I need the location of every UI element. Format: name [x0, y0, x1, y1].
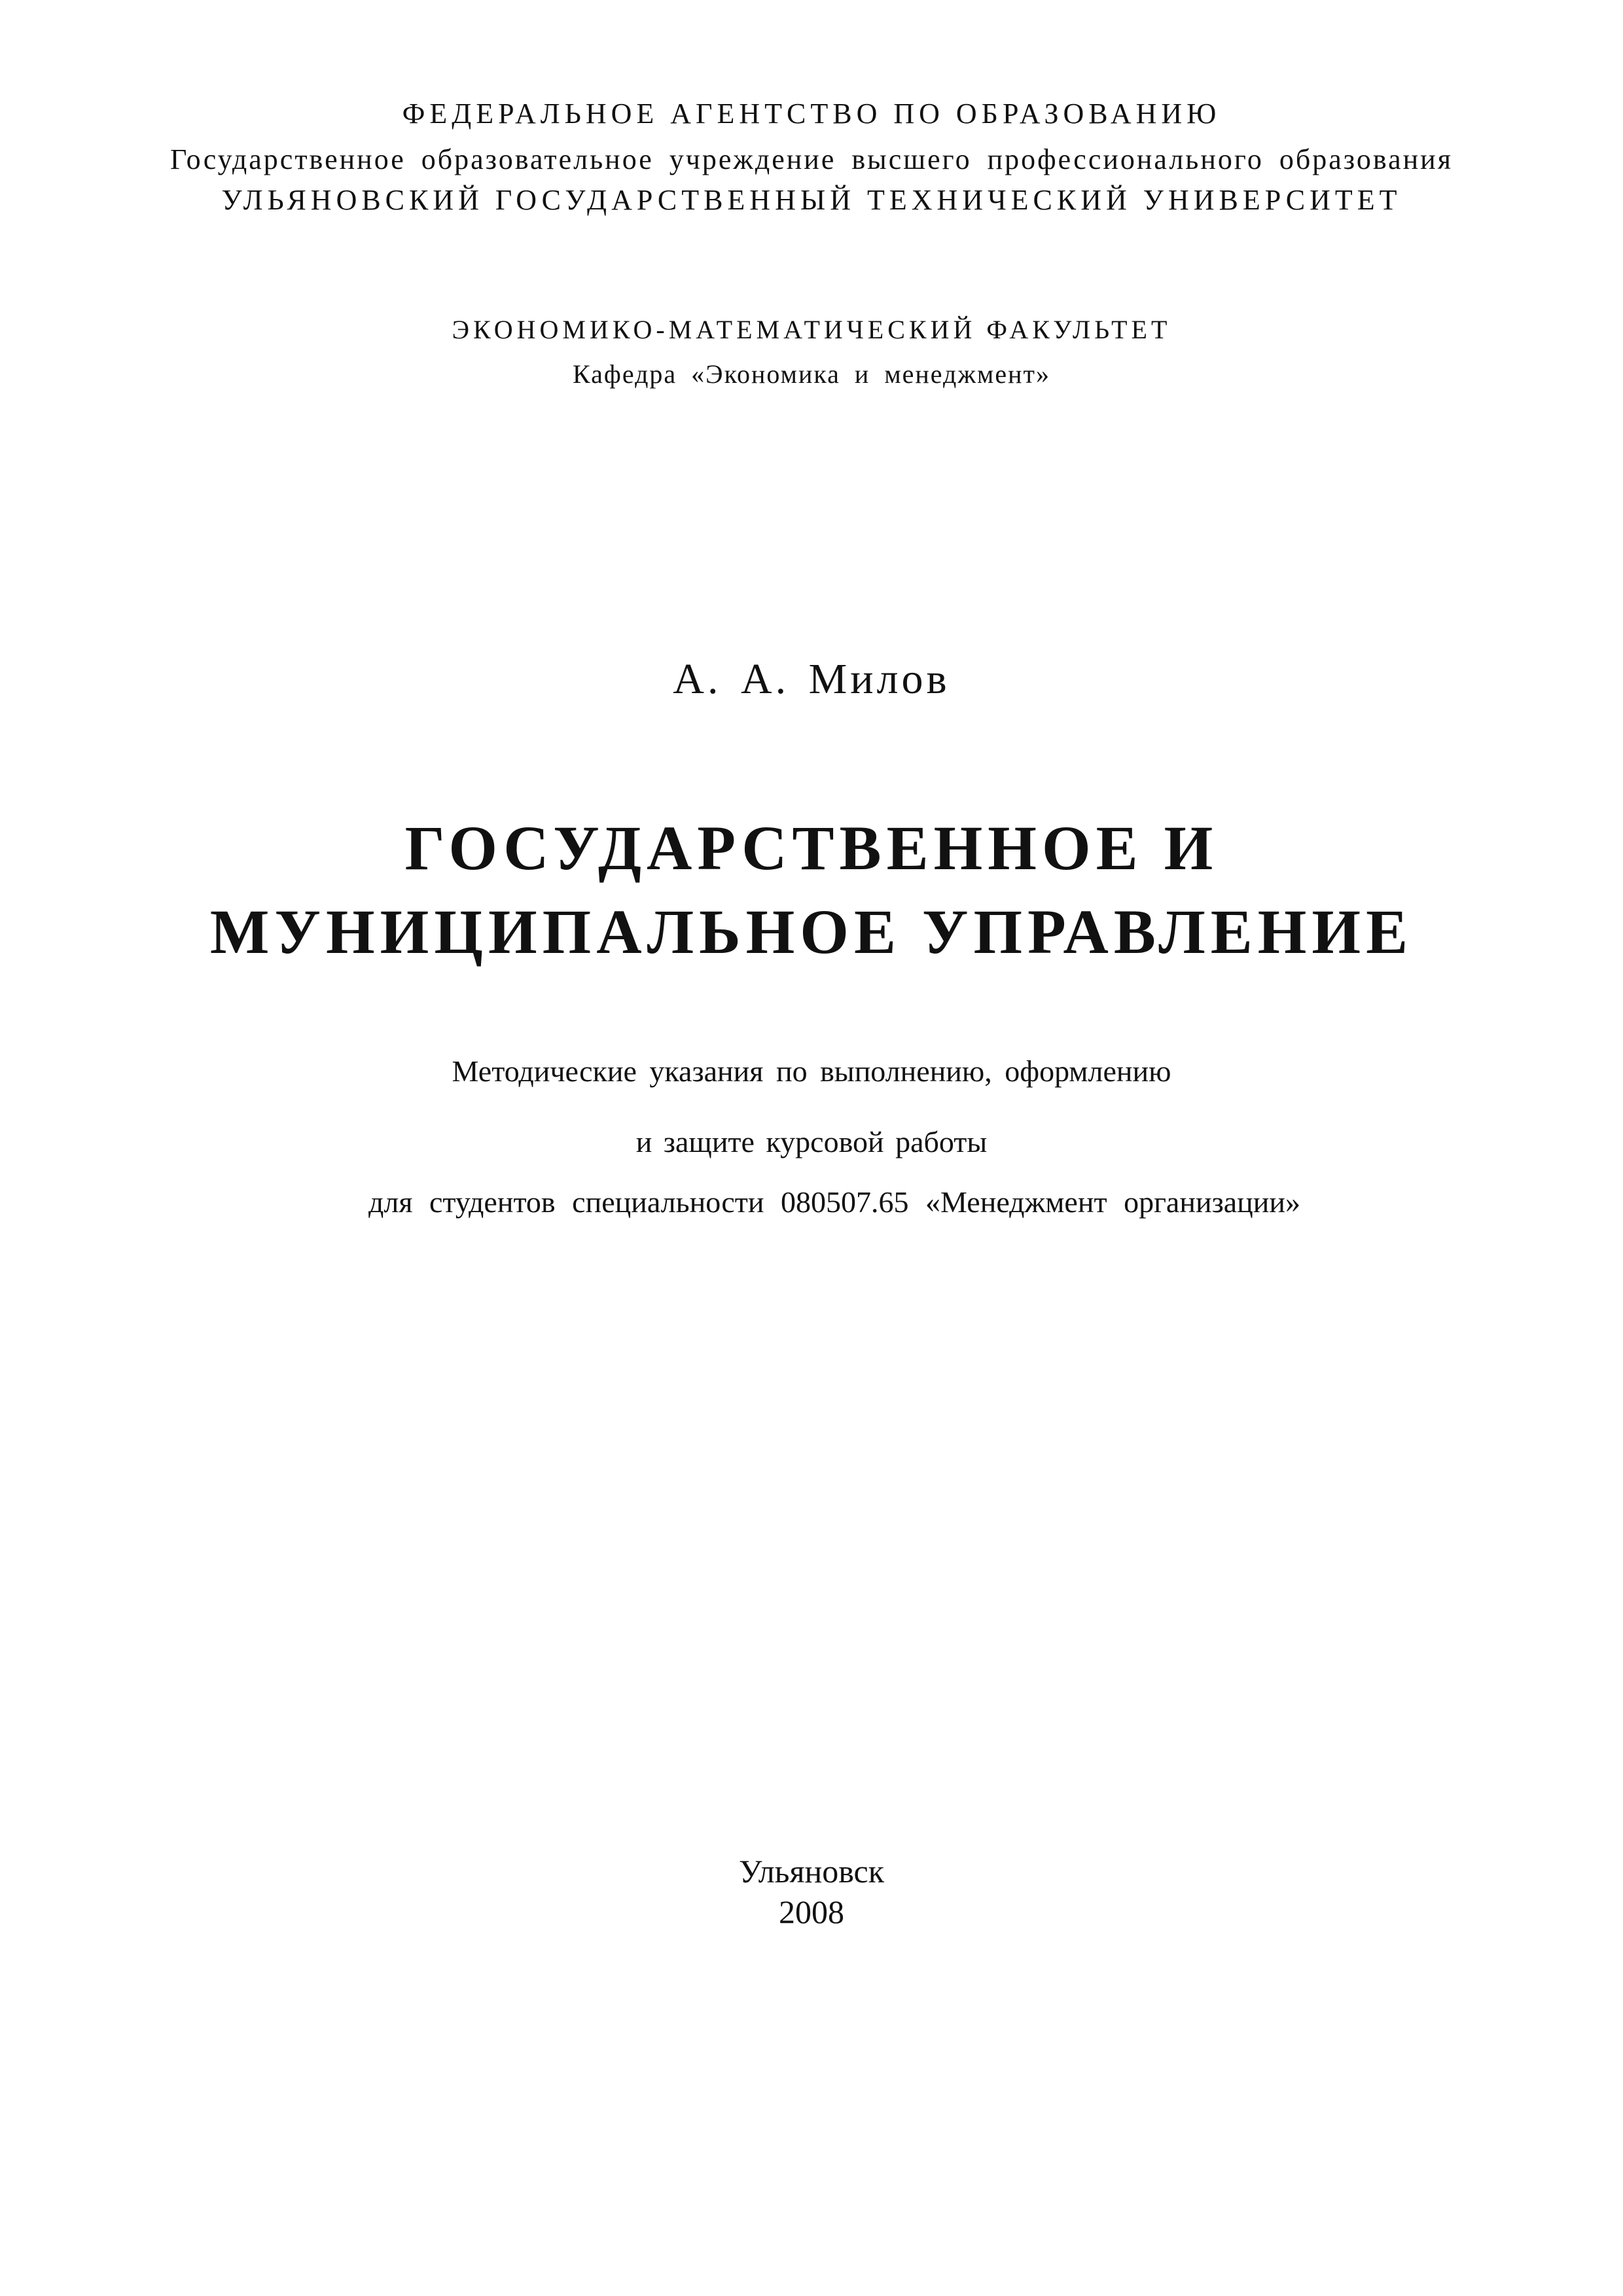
university-name: УЛЬЯНОВСКИЙ ГОСУДАРСТВЕННЫЙ ТЕХНИЧЕСКИЙ УНИВЕРСИТЕТ	[221, 184, 1402, 216]
publication-city: Ульяновск	[738, 1853, 885, 1890]
document-title-line-1: ГОСУДАРСТВЕННОЕ И	[404, 813, 1219, 883]
author-name: А. А. Милов	[673, 655, 950, 703]
publication-year: 2008	[779, 1893, 844, 1930]
agency-name: ФЕДЕРАЛЬНОЕ АГЕНТСТВО ПО ОБРАЗОВАНИЮ	[402, 98, 1221, 130]
subtitle-line-3: для студентов специальности 080507.65 «Менеджмент организации»	[368, 1185, 1301, 1219]
document-title-line-2: МУНИЦИПАЛЬНОЕ УПРАВЛЕНИЕ	[209, 897, 1414, 967]
subtitle-line-2: и защите курсовой работы	[635, 1125, 988, 1158]
institution-type: Государственное образовательное учреждение высшего профессионального образования	[170, 143, 1453, 175]
department-name: Кафедра «Экономика и менеджмент»	[573, 359, 1050, 389]
subtitle-line-1: Методические указания по выполнению, оформлению	[452, 1054, 1171, 1088]
faculty-name: ЭКОНОМИКО-МАТЕМАТИЧЕСКИЙ ФАКУЛЬТЕТ	[452, 315, 1171, 344]
